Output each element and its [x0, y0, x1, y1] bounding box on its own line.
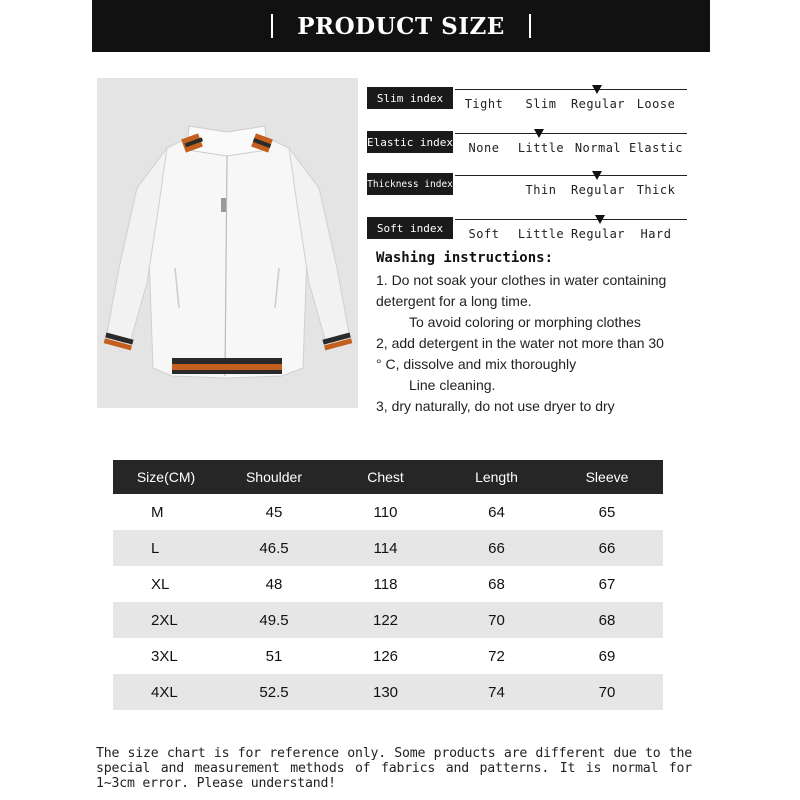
washing-line: 3, dry naturally, do not use dryer to dry	[376, 398, 615, 414]
size-cell: 4XL	[151, 683, 178, 701]
sleeve-cell: 68	[598, 611, 616, 629]
elastic-index-label: Elastic index	[367, 131, 453, 153]
elastic-option: Elastic	[628, 141, 684, 155]
washing-line: detergent for a long time.	[376, 293, 532, 309]
banner-divider-right	[529, 14, 531, 38]
product-photo	[97, 78, 358, 408]
shoulder-cell: 49.5	[259, 611, 289, 629]
soft-option: Soft	[468, 227, 500, 241]
slim-index-scale	[455, 89, 687, 90]
slim-option: Regular	[570, 97, 626, 111]
washing-line: Line cleaning.	[409, 377, 496, 393]
length-cell: 66	[488, 539, 505, 557]
chest-cell: 114	[373, 539, 398, 557]
thickness-option: Thin	[525, 183, 557, 197]
washing-line: 2, add detergent in the water not more than 30	[376, 335, 664, 351]
shoulder-cell: 52.5	[259, 683, 289, 701]
soft-option: Hard	[640, 227, 672, 241]
sleeve-cell: 69	[598, 647, 616, 665]
slim-index-label: Slim index	[367, 87, 453, 109]
size-cell: 3XL	[151, 647, 178, 665]
column-header: Shoulder	[245, 469, 303, 485]
washing-title: Washing instructions:	[376, 250, 554, 266]
chest-cell: 126	[372, 647, 399, 665]
chest-cell: 130	[372, 683, 399, 701]
washing-line: 1. Do not soak your clothes in water containing	[376, 272, 667, 288]
table-row	[113, 530, 663, 566]
banner-divider-left	[271, 14, 273, 38]
sleeve-cell: 70	[598, 683, 616, 701]
sleeve-cell: 67	[598, 575, 616, 593]
column-header: Chest	[367, 469, 404, 485]
elastic-index-scale	[455, 133, 687, 134]
size-cell: 2XL	[151, 611, 178, 629]
size-cell: M	[151, 503, 164, 521]
elastic-index-row	[367, 126, 687, 166]
elastic-option: Normal	[574, 141, 622, 155]
soft-index-row	[367, 212, 687, 252]
table-row	[113, 638, 663, 674]
shoulder-cell: 46.5	[259, 539, 289, 557]
table-header-row	[113, 460, 663, 494]
soft-index-label: Soft index	[367, 217, 453, 239]
soft-option: Little	[517, 227, 565, 241]
table-row	[113, 602, 663, 638]
table-row	[113, 566, 663, 602]
soft-index-scale	[455, 219, 687, 220]
banner-title: PRODUCT SIZE	[297, 12, 505, 40]
thickness-index-marker-icon	[592, 171, 602, 180]
length-cell: 74	[488, 683, 505, 701]
chest-cell: 110	[373, 503, 398, 521]
elastic-option: Little	[517, 141, 565, 155]
soft-index-marker-icon	[595, 215, 605, 224]
slim-option: Tight	[464, 97, 504, 111]
shoulder-cell: 48	[265, 575, 283, 593]
shoulder-cell: 51	[265, 647, 283, 665]
shoulder-cell: 45	[265, 503, 283, 521]
size-chart-table	[113, 460, 663, 710]
size-disclaimer-note: The size chart is for reference only. Some products are different due to the special and measurement methods of fabrics and patterns. It is normal for 1~3cm error. Please understand!	[96, 746, 692, 791]
jacket-illustration	[97, 78, 358, 408]
sleeve-cell: 66	[598, 539, 616, 557]
table-row	[113, 494, 663, 530]
washing-line: To avoid coloring or morphing clothes	[409, 314, 641, 330]
sleeve-cell: 65	[598, 503, 616, 521]
size-cell: L	[151, 539, 160, 557]
chest-cell: 118	[373, 575, 398, 593]
length-cell: 68	[488, 575, 505, 593]
length-cell: 70	[488, 611, 505, 629]
column-header: Length	[475, 469, 518, 485]
length-cell: 72	[488, 647, 505, 665]
product-size-banner	[92, 0, 710, 52]
thickness-index-label: Thickness index	[367, 173, 453, 195]
washing-instructions	[376, 250, 706, 417]
column-header: Sleeve	[585, 469, 629, 485]
thickness-index-row	[367, 168, 687, 208]
washing-line: ° C, dissolve and mix thoroughly	[376, 356, 577, 372]
soft-option: Regular	[570, 227, 626, 241]
thickness-index-scale	[455, 175, 687, 176]
table-row	[113, 674, 663, 710]
thickness-option: Thick	[636, 183, 676, 197]
column-header: Size(CM)	[136, 469, 196, 485]
slim-option: Loose	[636, 97, 676, 111]
chest-cell: 122	[372, 611, 399, 629]
thickness-option: Regular	[570, 183, 626, 197]
slim-index-row	[367, 82, 687, 122]
slim-index-marker-icon	[592, 85, 602, 94]
elastic-option: None	[468, 141, 500, 155]
elastic-index-marker-icon	[534, 129, 544, 138]
slim-option: Slim	[525, 97, 557, 111]
size-cell: XL	[151, 575, 170, 593]
length-cell: 64	[488, 503, 505, 521]
